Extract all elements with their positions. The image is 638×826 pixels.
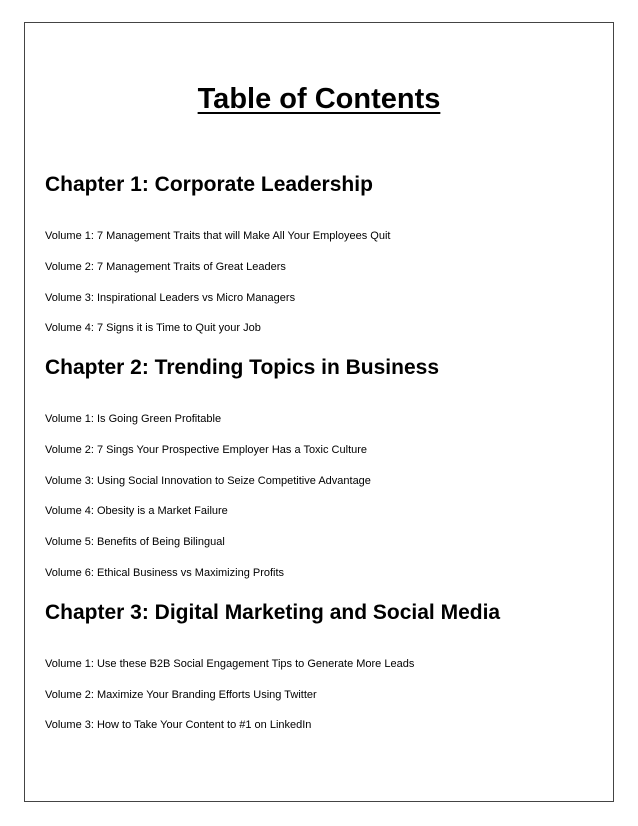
- chapter-3-heading: Chapter 3: Digital Marketing and Social Media: [45, 601, 501, 624]
- chapter-2-volume-1: Volume 1: Is Going Green Profitable: [45, 413, 222, 425]
- chapter-1-volume-4: Volume 4: 7 Signs it is Time to Quit your Job: [45, 322, 261, 334]
- chapter-3-volume-2: Volume 2: Maximize Your Branding Efforts Using Twitter: [45, 689, 317, 701]
- chapter-3-volume-3: Volume 3: How to Take Your Content to #1 on LinkedIn: [45, 719, 312, 731]
- chapter-2-heading: Chapter 2: Trending Topics in Business: [45, 356, 440, 379]
- chapter-2-volume-4: Volume 4: Obesity is a Market Failure: [45, 505, 228, 517]
- chapter-2-volume-5: Volume 5: Benefits of Being Bilingual: [45, 536, 225, 548]
- toc-title-text: Table of Contents: [197, 83, 441, 115]
- toc-title: [0, 81, 638, 117]
- chapter-1-heading: Chapter 1: Corporate Leadership: [45, 173, 373, 196]
- chapter-1-volume-3: Volume 3: Inspirational Leaders vs Micro Managers: [45, 292, 296, 304]
- chapter-3-volume-1: Volume 1: Use these B2B Social Engagement Tips to Generate More Leads: [45, 658, 415, 670]
- chapter-1-volume-2: Volume 2: 7 Management Traits of Great Leaders: [45, 261, 286, 273]
- chapter-2-volume-3: Volume 3: Using Social Innovation to Seize Competitive Advantage: [45, 475, 371, 487]
- chapter-1-volume-1: Volume 1: 7 Management Traits that will Make All Your Employees Quit: [45, 230, 391, 242]
- chapter-2-volume-2: Volume 2: 7 Sings Your Prospective Employer Has a Toxic Culture: [45, 444, 368, 456]
- chapter-2-volume-6: Volume 6: Ethical Business vs Maximizing Profits: [45, 567, 285, 579]
